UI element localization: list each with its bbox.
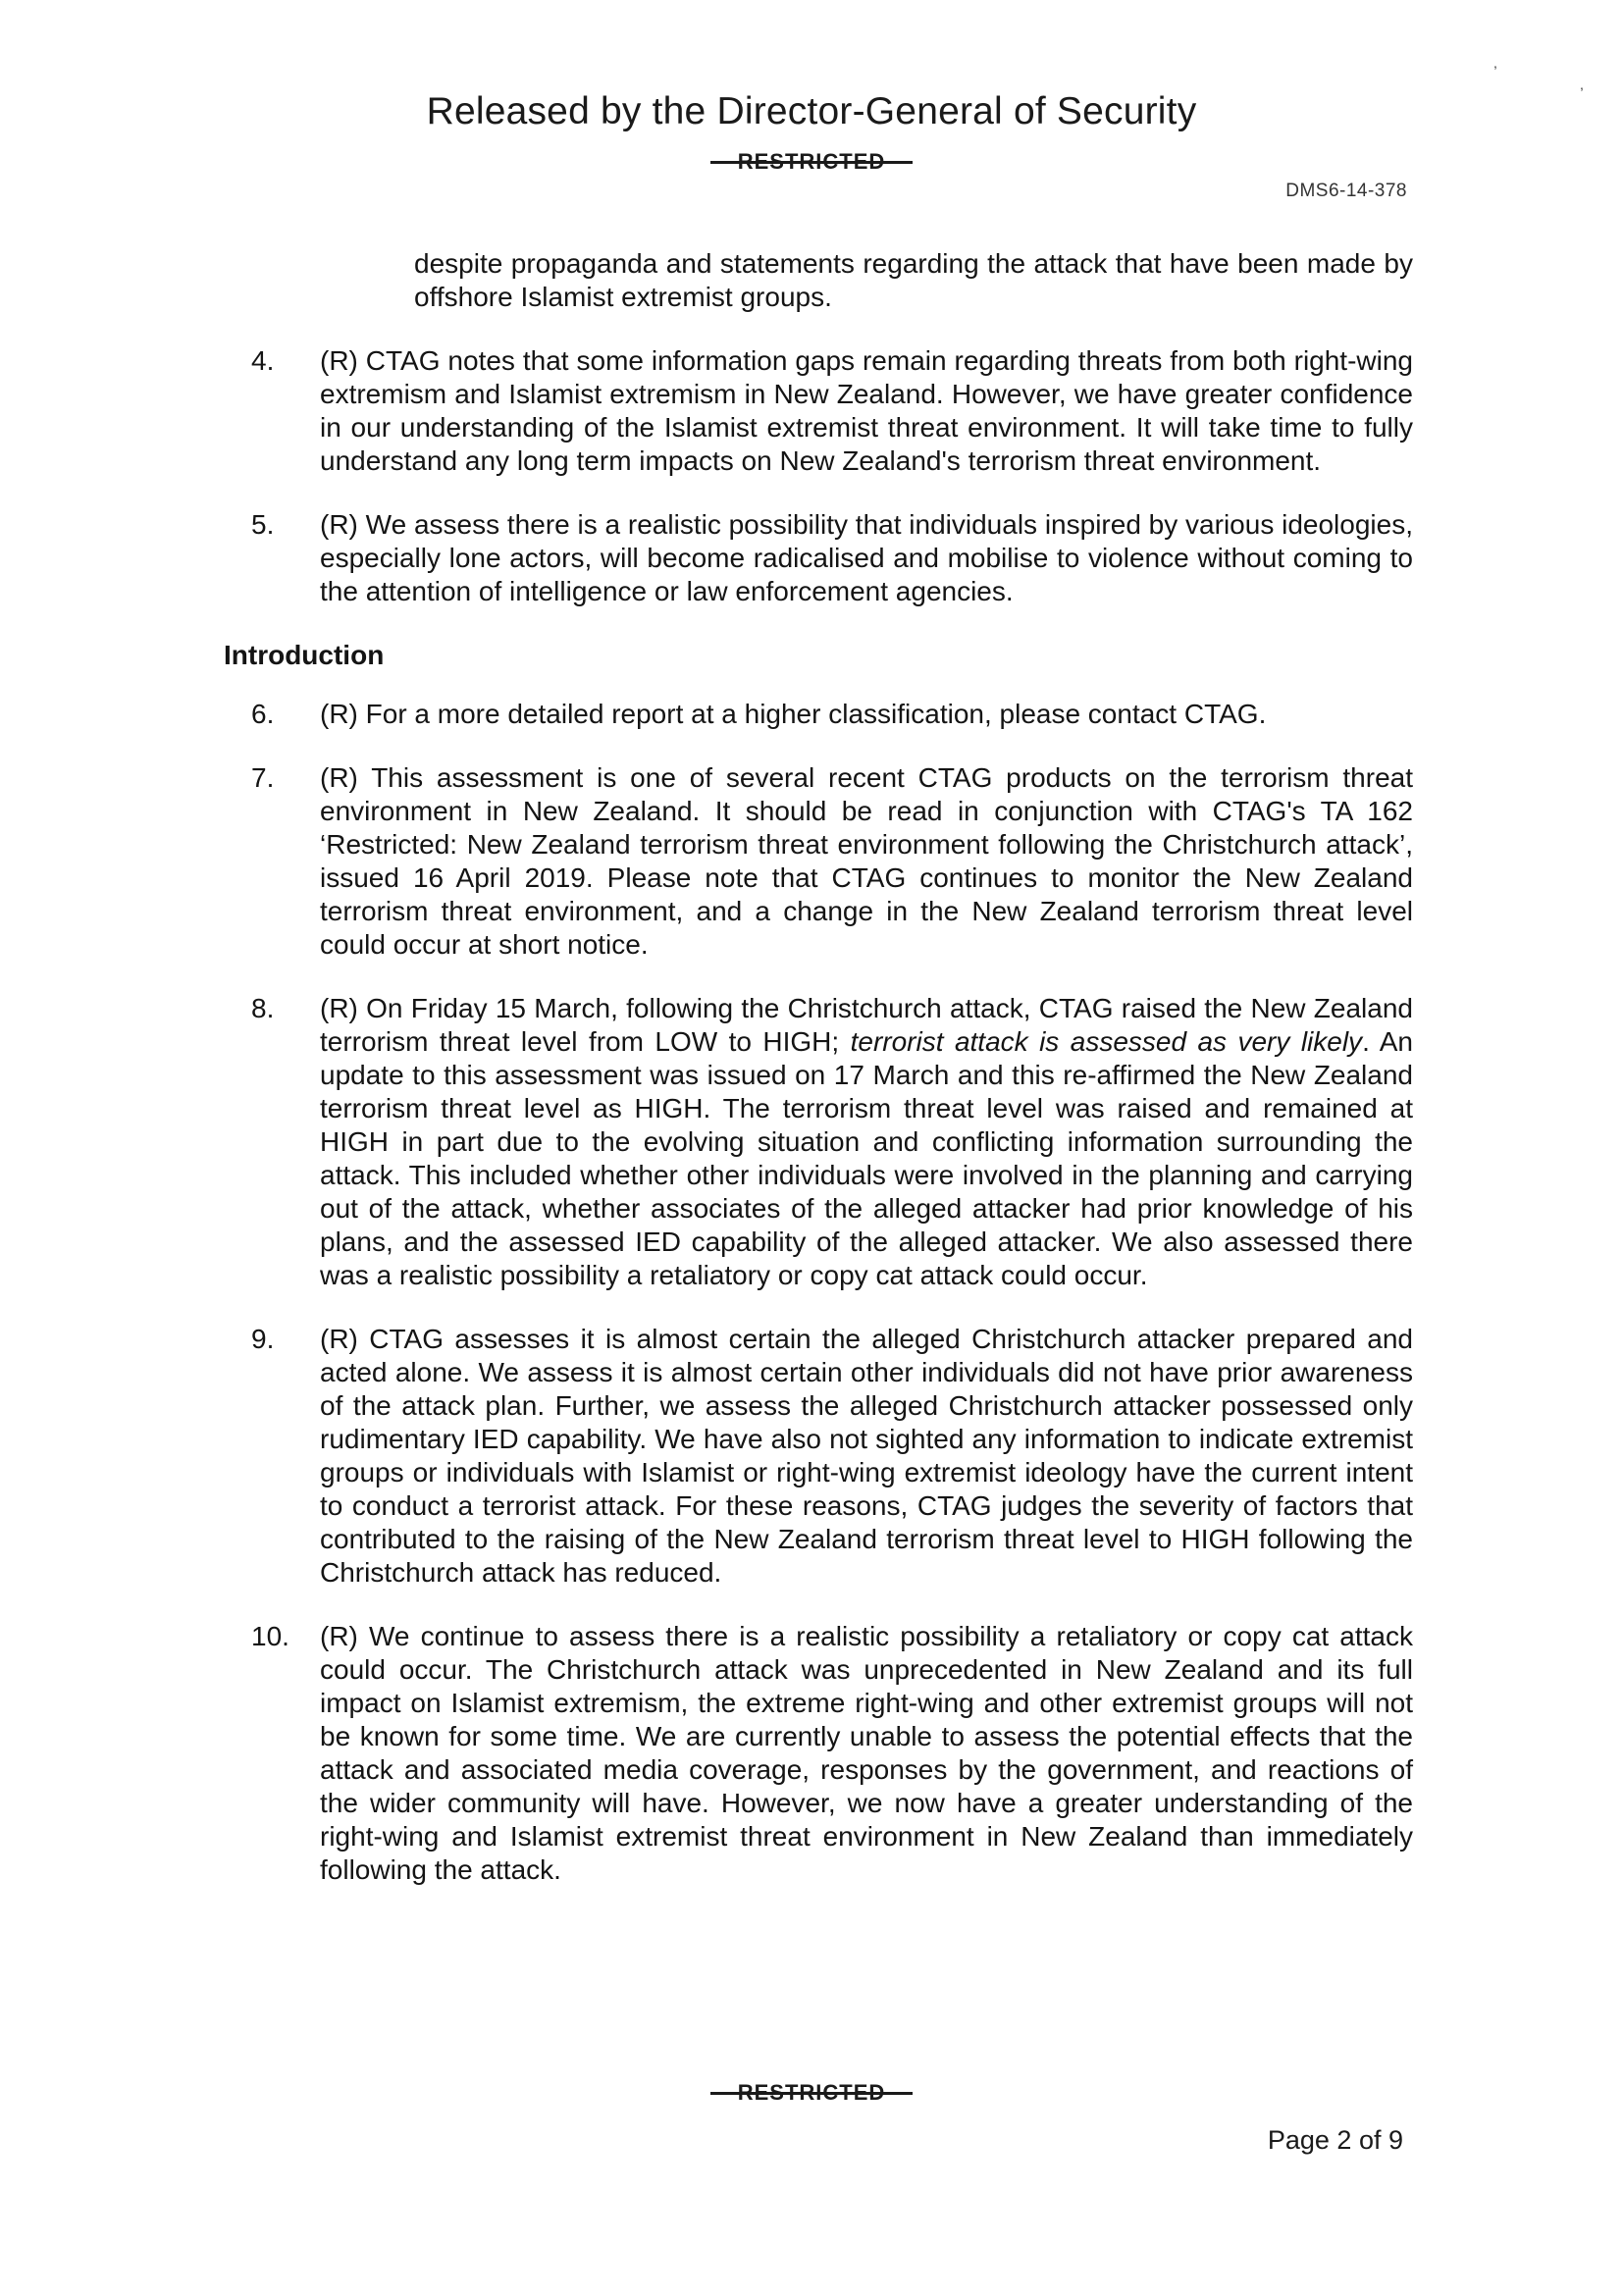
paragraph-text: (R) We continue to assess there is a realistic possibility a retaliatory or copy cat attack could occur. The Christchurch attack was unprecedented in New Zealand and its full impact on Islamist extremism, the extreme right-wing and other extremist groups will not be known for some time. We are currently unable to assess the potential effects that the attack and associated media coverage, responses by the government, and reactions of the wider community will have. However, we now have a greater understanding of the right-wing and Islamist extremist threat environment in New Zealand than immediately following the attack. xyxy=(320,1621,1413,1885)
paragraph-number: 4. xyxy=(251,345,275,376)
paragraph-6 xyxy=(224,698,1413,731)
document-header-title: Released by the Director-General of Security xyxy=(426,90,1197,132)
classification-marking-top: RESTRICTED xyxy=(0,149,1623,175)
emphasis-text: terrorist attack is assessed as very likely xyxy=(850,1026,1363,1057)
section-heading: Introduction xyxy=(224,640,385,670)
paragraph-text: (R) CTAG notes that some information gaps remain regarding threats from both right-wing extremism and Islamist extremism in New Zealand. However, we have greater confidence in our understanding of the Islamist extremist threat environment. It will take time to fully understand any long term impacts on New Zealand's terrorism threat environment. xyxy=(320,345,1413,476)
paragraph-8 xyxy=(224,992,1413,1292)
paragraph-5 xyxy=(224,508,1413,608)
document-body xyxy=(224,247,1413,1917)
paragraph-10 xyxy=(224,1620,1413,1887)
page-number: Page 2 of 9 xyxy=(1267,2125,1403,2155)
paragraph-4 xyxy=(224,344,1413,478)
paragraph-number: 7. xyxy=(251,762,275,793)
paragraph-9 xyxy=(224,1323,1413,1590)
paragraph-number: 8. xyxy=(251,993,275,1023)
paragraph-text: (R) For a more detailed report at a higher classification, please contact CTAG. xyxy=(320,699,1267,729)
paragraph-number: 5. xyxy=(251,509,275,540)
paragraph-text: (R) We assess there is a realistic possibility that individuals inspired by various ideologies, especially lone actors, will become radicalised and mobilise to violence without coming to the attention of intelligence or law enforcement agencies. xyxy=(320,509,1413,606)
paragraph-number: 9. xyxy=(251,1324,275,1354)
paragraph-number: 10. xyxy=(251,1621,289,1651)
paragraph-7 xyxy=(224,761,1413,962)
scan-mark: , xyxy=(1580,77,1584,92)
scan-mark: , xyxy=(1493,55,1497,71)
paragraph-text: (R) On Friday 15 March, following the Christchurch attack, CTAG raised the New Zealand terrorism threat level from LOW to HIGH; terrorist attack is assessed as very likely. An update to this assessment was issued on 17 March and this re-affirmed the New Zealand terrorism threat level as HIGH. The terrorism threat level was raised and remained at HIGH in part due to the evolving situation and conflicting information surrounding the attack. This included whether other individuals were involved in the planning and carrying out of the attack, whether associates of the alleged attacker had prior knowledge of his plans, and the assessed IED capability of the alleged attacker. We also assessed there was a realistic possibility a retaliatory or copy cat attack could occur. xyxy=(320,993,1413,1290)
classification-marking-bottom: RESTRICTED xyxy=(0,2080,1623,2106)
paragraph-text: (R) This assessment is one of several recent CTAG products on the terrorism threat environment in New Zealand. It should be read in conjunction with CTAG's TA 162 ‘Restricted: New Zealand terrorism threat environment following the Christchurch attack’, issued 16 April 2019. Please note that CTAG continues to monitor the New Zealand terrorism threat environment, and a change in the New Zealand terrorism threat level could occur at short notice. xyxy=(320,762,1413,960)
continuation-text: despite propaganda and statements regarding the attack that have been made by offshore Islamist extremist groups. xyxy=(414,248,1413,312)
document-reference: DMS6-14-378 xyxy=(1285,181,1407,201)
paragraph-text: (R) CTAG assesses it is almost certain the alleged Christchurch attacker prepared and acted alone. We assess it is almost certain other individuals did not have prior awareness of the attack plan. Further, we assess the alleged Christchurch attacker possessed only rudimentary IED capability. We have also not sighted any information to indicate extremist groups or individuals with Islamist or right-wing extremist ideology have the current intent to conduct a terrorist attack. For these reasons, CTAG judges the severity of factors that contributed to the raising of the New Zealand terrorism threat level to HIGH following the Christchurch attack has reduced. xyxy=(320,1324,1413,1588)
paragraph-number: 6. xyxy=(251,699,275,729)
